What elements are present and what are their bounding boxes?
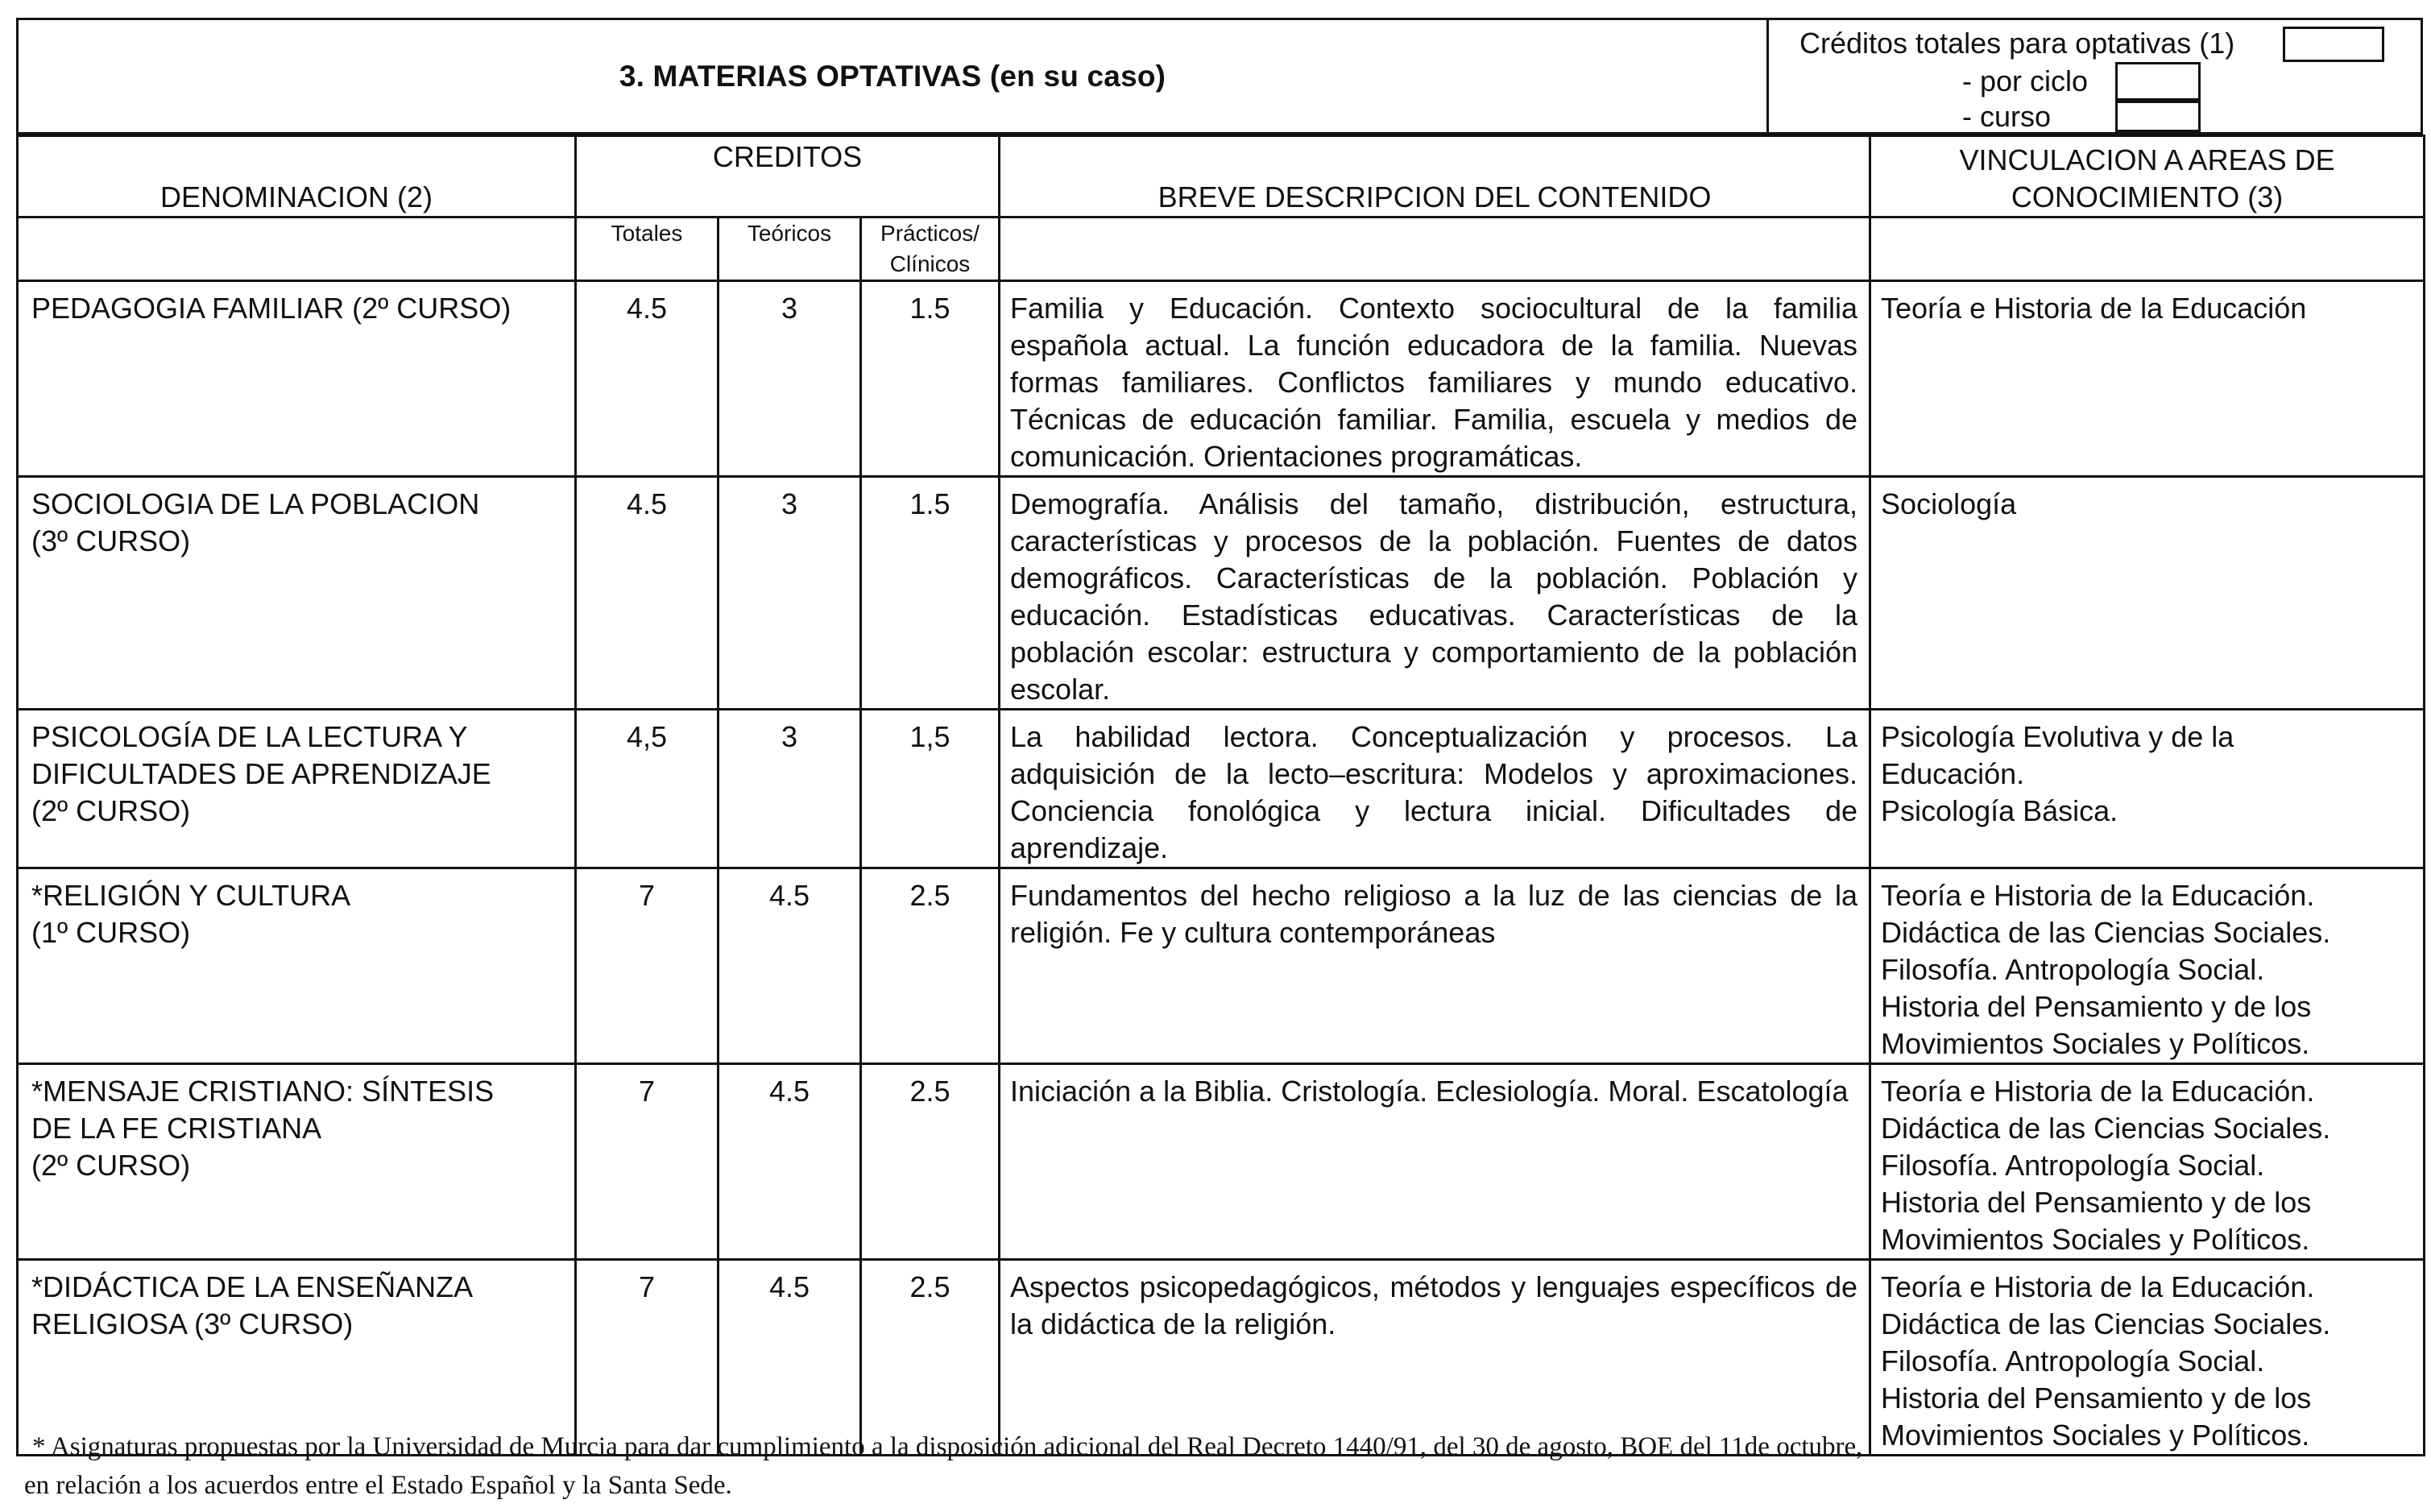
table-row (18, 710, 2425, 868)
knowledge-area-line: Sociología (1881, 487, 2017, 520)
col-vinculacion-line2: CONOCIMIENTO (3) (2011, 180, 2284, 213)
knowledge-areas (1870, 1064, 2425, 1260)
content-description: Demografía. Análisis del tamaño, distribución, estructura, características y procesos de la población. Fuentes de datos demográficos. Características de la población. Población y educación. Estadísticas educativas. Características de la población escolar: estructura y comportamiento de la población escolar. (1000, 477, 1870, 710)
subject-name-line: (1º CURSO) (31, 916, 191, 949)
knowledge-areas (1870, 710, 2425, 868)
content-description: Aspectos psicopedagógicos, métodos y lenguajes específicos de la didáctica de la religión. (1000, 1260, 1870, 1456)
subject-name (18, 868, 576, 1064)
knowledge-areas (1870, 477, 2425, 710)
knowledge-area-line: Filosofía. Antropología Social. (1881, 1344, 2265, 1377)
knowledge-area-line: Didáctica de las Ciencias Sociales. (1881, 1307, 2331, 1340)
table-row (18, 1064, 2425, 1260)
col-practicos-line2: Clínicos (889, 251, 971, 276)
col-teoricos-label: Teóricos (747, 221, 832, 246)
subject-name-line: (2º CURSO) (31, 1149, 191, 1182)
col-creditos-label: CREDITOS (712, 140, 863, 173)
knowledge-area-line: Movimientos Sociales y Políticos. (1881, 1419, 2310, 1452)
section-header (16, 18, 2423, 135)
credits-practicos: 2.5 (861, 1064, 1000, 1260)
subject-name-line: PEDAGOGIA FAMILIAR (2º CURSO) (31, 292, 511, 325)
knowledge-area-line: Teoría e Historia de la Educación. (1881, 1270, 2315, 1303)
header-row (18, 136, 2425, 217)
credits-practicos: 1.5 (861, 477, 1000, 710)
col-practicos-line1: Prácticos/ (880, 221, 979, 246)
knowledge-area-line: Teoría e Historia de la Educación (1881, 292, 2307, 325)
subject-name-line: *DIDÁCTICA DE LA ENSEÑANZA (31, 1270, 474, 1303)
credits-practicos: 1.5 (861, 281, 1000, 477)
col-descripcion (1000, 136, 1870, 217)
subject-name-line: RELIGIOSA (3º CURSO) (31, 1307, 354, 1340)
col-denominacion-label: DENOMINACION (2) (159, 180, 433, 213)
table-row (18, 868, 2425, 1064)
credits-totales: 4.5 (576, 477, 719, 710)
per-course-box (2115, 101, 2201, 132)
footnote-line-1: * Asignaturas propuestas por la Universidad de Murcia para dar cumplimiento a la disposición adicional del Real Decreto 1440/91, del 30 de agosto, BOE del 11de octubre, (32, 1432, 1863, 1461)
col-vinculacion-line1: VINCULACION A AREAS DE (1959, 143, 2335, 176)
per-course-label: - curso (1962, 100, 2052, 133)
knowledge-area-line: Educación. (1881, 757, 2025, 790)
total-credits-label: Créditos totales para optativas (1) (1799, 27, 2235, 60)
credits-totales: 7 (576, 1260, 719, 1456)
subject-name (18, 281, 576, 477)
optional-credits-panel (1769, 20, 2421, 132)
subject-name-line: *RELIGIÓN Y CULTURA (31, 879, 351, 912)
credits-teoricos: 3 (719, 710, 861, 868)
col-vinculacion (1870, 136, 2425, 217)
col-descripcion-label: BREVE DESCRIPCION DEL CONTENIDO (1158, 180, 1712, 213)
col-totales (576, 217, 719, 281)
subject-name-line: SOCIOLOGIA DE LA POBLACION (31, 487, 480, 520)
table-row (18, 281, 2425, 477)
credits-practicos: 1,5 (861, 710, 1000, 868)
knowledge-area-line: Historia del Pensamiento y de los (1881, 1382, 2312, 1415)
footnote-line-2: en relación a los acuerdos entre el Estado Español y la Santa Sede. (24, 1471, 732, 1500)
optional-subjects-table (16, 135, 2425, 1456)
col-practicos (861, 217, 1000, 281)
per-cycle-label: - por ciclo (1962, 64, 2089, 97)
subheader-empty-name (18, 217, 576, 281)
subheader-empty-desc (1000, 217, 1870, 281)
section-title: 3. MATERIAS OPTATIVAS (en su caso) (619, 59, 1166, 93)
knowledge-areas (1870, 1260, 2425, 1456)
content-description: La habilidad lectora. Conceptualización y procesos. La adquisición de la lecto–escritura: Modelos y aproximaciones. Conciencia fonológica y lectura inicial. Dificultades de aprendizaje. (1000, 710, 1870, 868)
col-teoricos (719, 217, 861, 281)
credits-totales: 4,5 (576, 710, 719, 868)
credits-practicos: 2.5 (861, 1260, 1000, 1456)
footnote (24, 1427, 2408, 1505)
credits-teoricos: 4.5 (719, 1064, 861, 1260)
col-denominacion (18, 136, 576, 217)
knowledge-area-line: Didáctica de las Ciencias Sociales. (1881, 1112, 2331, 1145)
subject-name (18, 1260, 576, 1456)
content-description: Fundamentos del hecho religioso a la luz de las ciencias de la religión. Fe y cultura contemporáneas (1000, 868, 1870, 1064)
knowledge-area-line: Teoría e Historia de la Educación. (1881, 1075, 2315, 1108)
knowledge-area-line: Didáctica de las Ciencias Sociales. (1881, 916, 2331, 949)
knowledge-areas (1870, 868, 2425, 1064)
subject-name-line: DIFICULTADES DE APRENDIZAJE (31, 757, 491, 790)
credits-totales: 7 (576, 868, 719, 1064)
subheader-row (18, 217, 2425, 281)
total-credits-box (2283, 27, 2384, 62)
knowledge-area-line: Movimientos Sociales y Políticos. (1881, 1027, 2310, 1060)
credits-totales: 4.5 (576, 281, 719, 477)
credits-teoricos: 3 (719, 281, 861, 477)
per-cycle-box (2115, 62, 2201, 101)
knowledge-area-line: Historia del Pensamiento y de los (1881, 990, 2312, 1023)
col-totales-label: Totales (611, 221, 683, 246)
subject-name-line: (3º CURSO) (31, 524, 191, 557)
subject-name-line: PSICOLOGÍA DE LA LECTURA Y (31, 720, 468, 753)
subheader-empty-area (1870, 217, 2425, 281)
knowledge-area-line: Psicología Evolutiva y de la (1881, 720, 2234, 753)
knowledge-areas (1870, 281, 2425, 477)
subject-name-line: DE LA FE CRISTIANA (31, 1112, 322, 1145)
knowledge-area-line: Movimientos Sociales y Políticos. (1881, 1223, 2310, 1256)
content-description: Iniciación a la Biblia. Cristología. Eclesiología. Moral. Escatología (1000, 1064, 1870, 1260)
section-title-cell (19, 20, 1769, 132)
subject-name (18, 710, 576, 868)
subject-name (18, 477, 576, 710)
subject-name-line: (2º CURSO) (31, 794, 191, 827)
subject-name-line: *MENSAJE CRISTIANO: SÍNTESIS (31, 1075, 495, 1108)
credits-practicos: 2.5 (861, 868, 1000, 1064)
knowledge-area-line: Teoría e Historia de la Educación. (1881, 879, 2315, 912)
content-description: Familia y Educación. Contexto sociocultural de la familia española actual. La función educadora de la familia. Nuevas formas familiares. Conflictos familiares y mundo educativo. Técnicas de educación familiar. Familia, escuela y medios de comunicación. Orientaciones programáticas. (1000, 281, 1870, 477)
credits-teoricos: 3 (719, 477, 861, 710)
credits-teoricos: 4.5 (719, 1260, 861, 1456)
knowledge-area-line: Filosofía. Antropología Social. (1881, 953, 2265, 986)
credits-teoricos: 4.5 (719, 868, 861, 1064)
col-creditos (576, 136, 1000, 217)
table-row (18, 477, 2425, 710)
credits-totales: 7 (576, 1064, 719, 1260)
knowledge-area-line: Psicología Básica. (1881, 794, 2118, 827)
subject-name (18, 1064, 576, 1260)
knowledge-area-line: Filosofía. Antropología Social. (1881, 1149, 2265, 1182)
table-row (18, 1260, 2425, 1456)
knowledge-area-line: Historia del Pensamiento y de los (1881, 1186, 2312, 1219)
